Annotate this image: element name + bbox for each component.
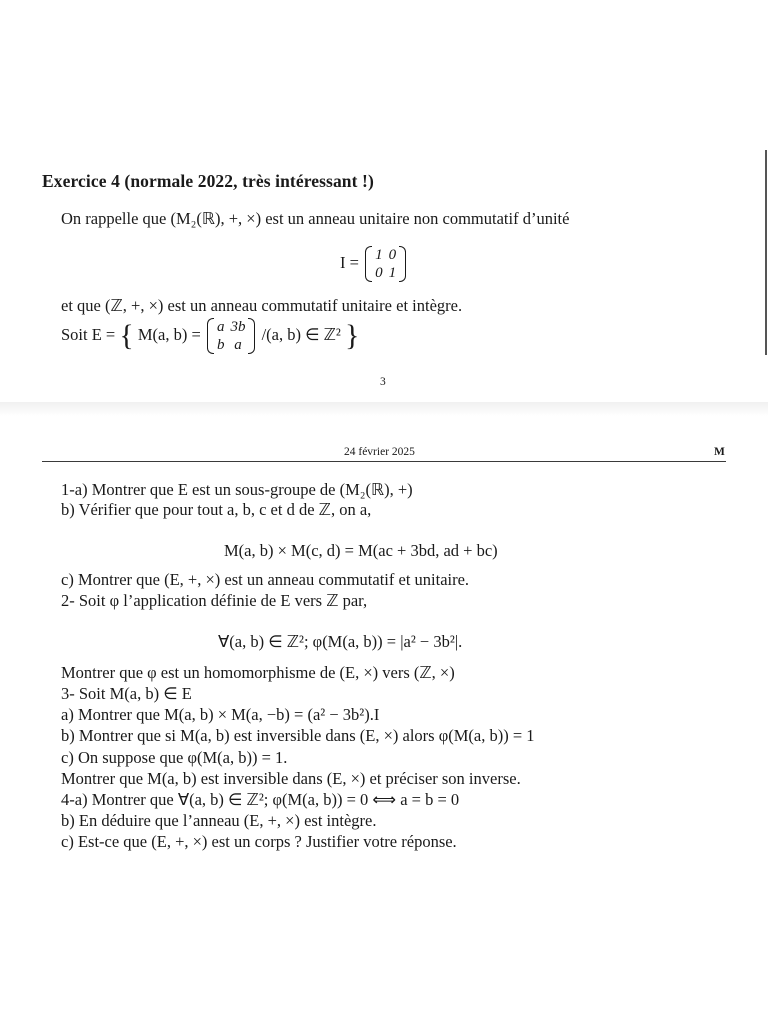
page-separator	[0, 402, 768, 416]
page-edge-line	[765, 150, 767, 355]
question-line: Montrer que M(a, b) est inversible dans (E, ×) et préciser son inverse.	[61, 769, 521, 788]
question-line: a) Montrer que M(a, b) × M(a, −b) = (a² − 3b²).I	[61, 705, 380, 724]
question-line: 1-a) Montrer que E est un sous-groupe de (M₂(ℝ), +)	[61, 480, 413, 499]
z-ring-line: et que (ℤ, +, ×) est un anneau commutatif unitaire et intègre.	[61, 296, 463, 315]
brace-close: }	[344, 319, 360, 352]
matrix-cell: a	[216, 319, 225, 335]
set-condition: /(a, b) ∈ ℤ²	[261, 324, 341, 344]
identity-matrix	[365, 246, 406, 282]
question-line: 4-a) Montrer que ∀(a, b) ∈ ℤ²; φ(M(a, b)) = 0 ⟺ a = b = 0	[61, 790, 460, 809]
identity-lhs: I =	[340, 252, 359, 272]
question-line: Montrer que φ est un homomorphisme de (E, ×) vers (ℤ, ×)	[61, 663, 455, 682]
header-right: M	[714, 446, 725, 458]
brace-open: {	[119, 319, 134, 352]
intro-line: On rappelle que (M₂(ℝ), +, ×) est un anneau unitaire non commutatif d’unité	[61, 209, 570, 228]
matrix-cell: 0	[375, 265, 383, 281]
display-equation: M(a, b) × M(c, d) = M(ac + 3bd, ad + bc)	[224, 541, 498, 560]
matrix-cell: 0	[388, 247, 397, 263]
question-line: c) Est-ce que (E, +, ×) est un corps ? Justifier votre réponse.	[61, 832, 457, 851]
question-line: 3- Soit M(a, b) ∈ E	[61, 684, 192, 703]
header-date: 24 février 2025	[344, 446, 415, 458]
header-rule	[42, 461, 726, 462]
question-line: b) Montrer que si M(a, b) est inversible dans (E, ×) alors φ(M(a, b)) = 1	[61, 726, 535, 745]
exercise-title: Exercice 4 (normale 2022, très intéressant !)	[42, 171, 374, 191]
page-number: 3	[380, 376, 386, 388]
matrix-cell: 3b	[230, 319, 246, 335]
question-line: c) On suppose que φ(M(a, b)) = 1.	[61, 748, 288, 767]
matrix-cell: a	[234, 337, 242, 353]
matrix-cell: b	[216, 337, 225, 353]
set-definition	[61, 318, 359, 354]
question-line: b) En déduire que l’anneau (E, +, ×) est intègre.	[61, 811, 377, 830]
question-line: c) Montrer que (E, +, ×) est un anneau commutatif et unitaire.	[61, 570, 470, 589]
display-equation: ∀(a, b) ∈ ℤ²; φ(M(a, b)) = |a² − 3b²|.	[218, 632, 463, 651]
matrix-cell: 1	[388, 265, 397, 281]
identity-equation	[340, 246, 408, 282]
set-prefix: Soit E =	[61, 324, 116, 344]
question-line: 2- Soit φ l’application définie de E vers ℤ par,	[61, 591, 368, 610]
set-matrix	[207, 318, 256, 354]
set-m-def: M(a, b) =	[137, 324, 201, 344]
matrix-cell: 1	[375, 247, 383, 263]
question-line: b) Vérifier que pour tout a, b, c et d de ℤ, on a,	[61, 500, 372, 519]
